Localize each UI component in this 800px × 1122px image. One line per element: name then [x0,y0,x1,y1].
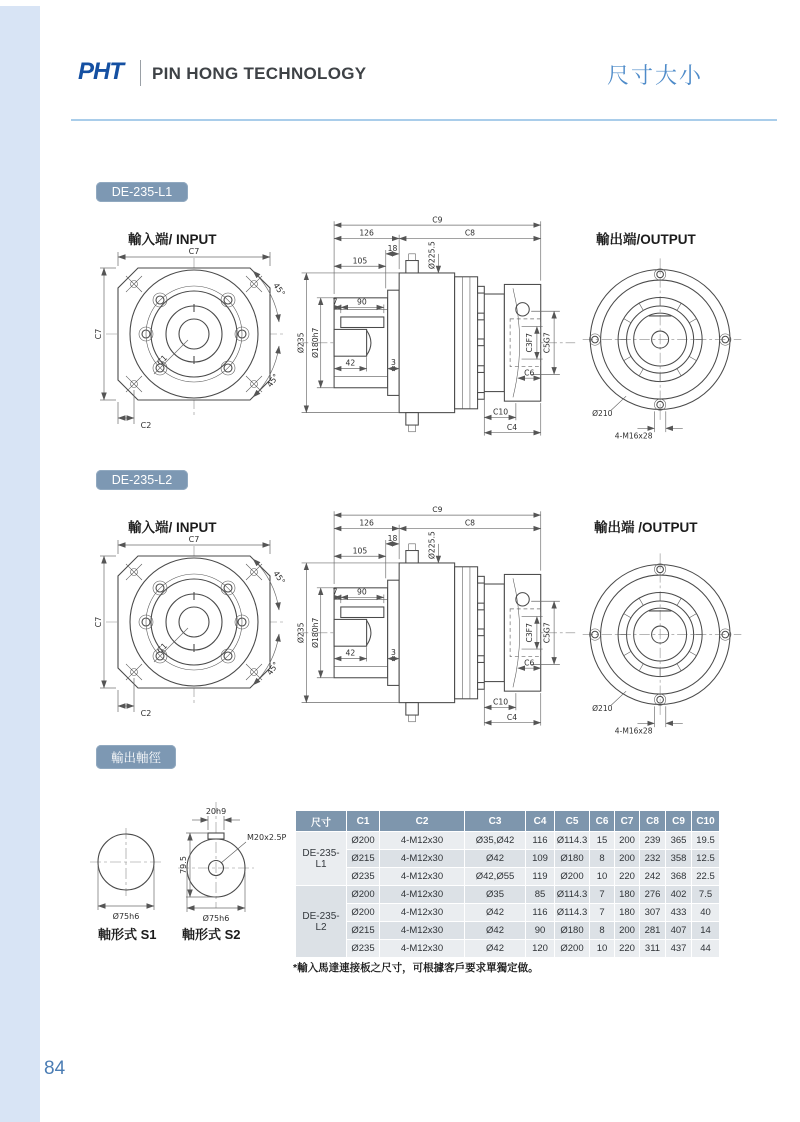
dim-dia180: Ø180h7 [310,617,320,648]
model-badge-l2: DE-235-L2 [96,470,188,490]
model-cell: DE-235-L1 [296,832,346,885]
value-cell: 10 [590,940,614,957]
dim-7: 7 [332,297,338,307]
value-cell: 4-M12x30 [380,904,464,921]
model-cell: DE-235-L2 [296,886,346,957]
value-cell: 200 [615,832,639,849]
dim-angle1: 45° [271,569,287,586]
dimensions-table-body [296,832,719,957]
dim-c10: C10 [493,697,509,707]
output-end-label-l2: 輸出端 /OUTPUT [594,520,698,535]
dim-c6: C6 [524,368,535,378]
dim-c1: C1 [155,641,170,656]
value-cell: 239 [640,832,665,849]
dim-dia235: Ø235 [296,622,306,644]
value-cell: Ø42 [465,940,525,957]
dim-s2-thread: M20x2.5P [247,833,287,842]
table-row [296,886,719,903]
value-cell: 7.5 [692,886,719,903]
value-cell: Ø235 [347,868,379,885]
value-cell: Ø200 [555,868,589,885]
value-cell: 44 [692,940,719,957]
value-cell: 19.5 [692,832,719,849]
value-cell: Ø114.3 [555,832,589,849]
shaft-section-badge: 輸出軸徑 [96,745,176,769]
value-cell: 407 [666,922,691,939]
dim-c7-side: C7 [94,328,103,340]
value-cell: 8 [590,850,614,867]
value-cell: 8 [590,922,614,939]
value-cell: 437 [666,940,691,957]
dim-angle2: 45° [265,372,281,389]
value-cell: 433 [666,904,691,921]
value-cell: 307 [640,904,665,921]
dim-s1-dia: Ø75h6 [112,912,140,921]
table-row [296,832,719,849]
dim-c9: C9 [432,215,443,225]
column-header: C6 [590,811,614,831]
column-header: C5 [555,811,589,831]
value-cell: 14 [692,922,719,939]
dim-c7-top: C7 [188,535,200,544]
input-end-drawing-l1 [76,244,291,449]
value-cell: 116 [526,904,554,921]
value-cell: 232 [640,850,665,867]
value-cell: Ø215 [347,850,379,867]
dim-bolts: 4-M16x28 [614,726,653,736]
dim-c1: C1 [155,353,170,368]
dim-c4: C4 [506,422,518,432]
value-cell: Ø42,Ø55 [465,868,525,885]
dim-bolts: 4-M16x28 [614,431,653,441]
value-cell: 4-M12x30 [380,868,464,885]
value-cell: 276 [640,886,665,903]
dim-3: 3 [390,357,396,367]
value-cell: 90 [526,922,554,939]
dim-dia225: Ø225.5 [427,241,437,270]
value-cell: 119 [526,868,554,885]
dim-angle2: 45° [265,660,281,677]
table-row [296,922,719,939]
value-cell: Ø200 [555,940,589,957]
column-header: C3 [465,811,525,831]
dimensions-table [295,810,720,958]
column-header: C8 [640,811,665,831]
column-header: C9 [666,811,691,831]
dim-c6: C6 [524,658,535,668]
header-rule [71,119,777,121]
dim-c9: C9 [432,505,443,515]
dim-c3: C3F7 [525,333,535,353]
value-cell: 180 [615,904,639,921]
value-cell: 7 [590,904,614,921]
model-badge-l1: DE-235-L1 [96,182,188,202]
value-cell: 368 [666,868,691,885]
value-cell: Ø114.3 [555,886,589,903]
output-end-drawing-l2 [577,542,747,736]
company-name: PIN HONG TECHNOLOGY [152,64,367,83]
column-header: C1 [347,811,379,831]
value-cell: 120 [526,940,554,957]
value-cell: 4-M12x30 [380,886,464,903]
value-cell: Ø200 [347,904,379,921]
dim-126: 126 [359,228,374,238]
column-header: C2 [380,811,464,831]
output-end-drawing-l1 [577,247,747,441]
dim-dia225: Ø225.5 [427,531,437,560]
value-cell: Ø35 [465,886,525,903]
dim-c2: C2 [140,421,152,430]
dim-s2-dia: Ø75h6 [202,914,230,923]
dim-c7-top: C7 [188,247,200,256]
page-number: 84 [44,1058,66,1079]
value-cell: 4-M12x30 [380,832,464,849]
column-header: 尺寸 [296,811,346,831]
value-cell: 200 [615,922,639,939]
dim-105: 105 [352,546,368,556]
value-cell: 358 [666,850,691,867]
table-row [296,904,719,921]
output-end-label-l1: 輸出端/OUTPUT [596,232,696,247]
value-cell: 15 [590,832,614,849]
input-end-label-l2: 輸入端/ INPUT [128,520,217,535]
value-cell: 220 [615,868,639,885]
dim-dia210: Ø210 [592,409,613,419]
value-cell: 40 [692,904,719,921]
table-row [296,940,719,957]
input-end-label-l1: 輸入端/ INPUT [128,232,217,247]
table-row [296,868,719,885]
value-cell: 180 [615,886,639,903]
dim-42: 42 [345,358,356,368]
dim-dia235: Ø235 [296,332,306,354]
page-title: 尺寸大小 [607,63,704,88]
value-cell: 281 [640,922,665,939]
value-cell: Ø235 [347,940,379,957]
dim-c4: C4 [506,712,518,722]
value-cell: 242 [640,868,665,885]
side-view-drawing-l2 [292,496,579,730]
table-footnote: *輸入馬達連接板之尺寸，可根據客戶要求單獨定做。 [293,962,539,974]
value-cell: Ø215 [347,922,379,939]
value-cell: Ø35,Ø42 [465,832,525,849]
dim-90: 90 [356,587,367,597]
dim-c2: C2 [140,709,152,718]
dim-105: 105 [352,256,368,266]
value-cell: 4-M12x30 [380,850,464,867]
column-header: C10 [692,811,719,831]
column-header: C4 [526,811,554,831]
dim-126: 126 [359,518,374,528]
dim-c10: C10 [493,407,509,417]
dim-18: 18 [387,243,398,253]
dim-c5: C5G7 [542,622,552,644]
shaft-form-s2-label: 軸形式 S2 [182,927,241,942]
shaft-form-s1-label: 軸形式 S1 [98,927,157,942]
dim-dia180: Ø180h7 [310,327,320,358]
value-cell: Ø114.3 [555,904,589,921]
value-cell: 116 [526,832,554,849]
value-cell: 200 [615,850,639,867]
value-cell: 22.5 [692,868,719,885]
table-header-row [296,811,719,831]
dim-s2-height: 79.5 [179,856,188,874]
dim-c3: C3F7 [525,623,535,643]
value-cell: 311 [640,940,665,957]
shaft-s2-drawing [158,794,298,932]
value-cell: 85 [526,886,554,903]
dim-c8: C8 [464,228,476,238]
dim-s2-key: 20h9 [205,807,227,816]
value-cell: 4-M12x30 [380,940,464,957]
value-cell: Ø200 [347,832,379,849]
dim-dia210: Ø210 [592,704,613,714]
side-view-drawing-l1 [292,206,579,440]
value-cell: 402 [666,886,691,903]
value-cell: Ø42 [465,904,525,921]
dim-90: 90 [356,297,367,307]
logo-divider [140,60,141,86]
dim-c8: C8 [464,518,476,528]
input-end-drawing-l2 [76,532,291,737]
dim-18: 18 [387,533,398,543]
value-cell: Ø42 [465,922,525,939]
value-cell: 109 [526,850,554,867]
value-cell: Ø200 [347,886,379,903]
value-cell: 10 [590,868,614,885]
dim-42: 42 [345,648,356,658]
dim-3: 3 [390,647,396,657]
value-cell: 4-M12x30 [380,922,464,939]
dim-7: 7 [332,587,338,597]
table-row [296,850,719,867]
dim-c7-side: C7 [94,616,103,628]
value-cell: Ø42 [465,850,525,867]
value-cell: 7 [590,886,614,903]
dim-c5: C5G7 [542,332,552,354]
value-cell: 220 [615,940,639,957]
value-cell: Ø180 [555,850,589,867]
column-header: C7 [615,811,639,831]
value-cell: 12.5 [692,850,719,867]
left-margin-band [0,6,40,1122]
company-logo: PHT [78,58,123,85]
value-cell: 365 [666,832,691,849]
value-cell: Ø180 [555,922,589,939]
dim-angle1: 45° [271,281,287,298]
